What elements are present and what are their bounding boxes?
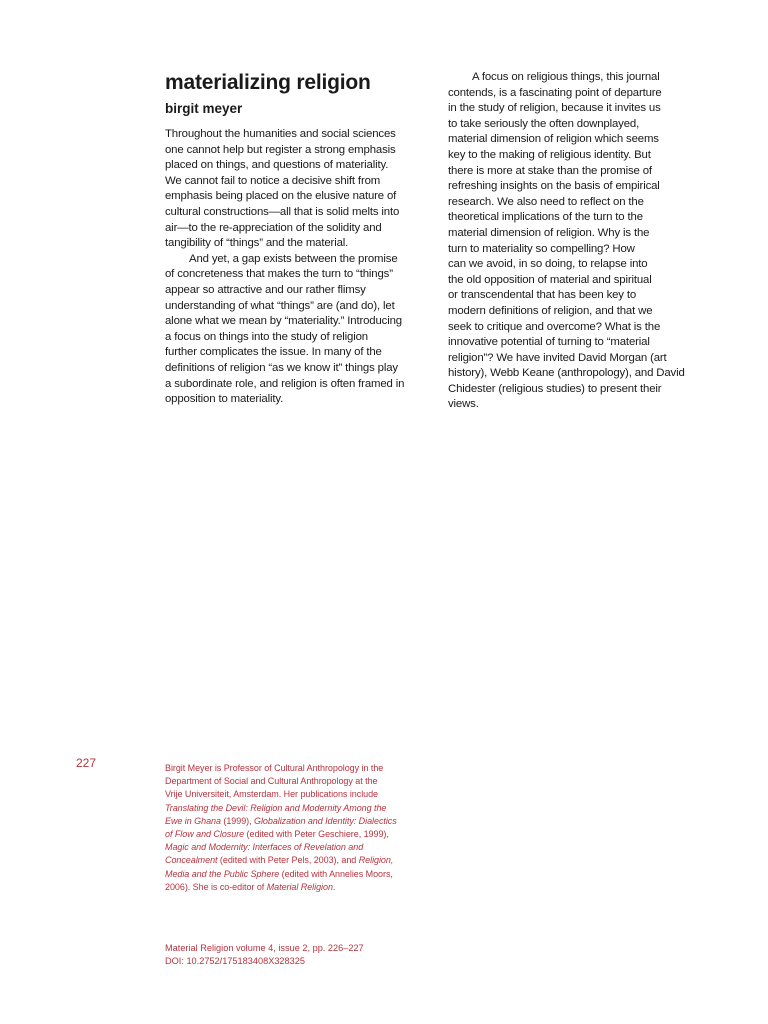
- article-author: birgit meyer: [165, 101, 243, 116]
- text-line: opposition to materiality.: [165, 393, 284, 406]
- text-line: emphasis being placed on the elusive nature of: [165, 190, 397, 203]
- text-line: modern definitions of religion, and that we: [448, 304, 653, 317]
- text-line: material dimension of religion. Why is the: [448, 226, 650, 239]
- text-line: theoretical implications of the turn to the: [448, 211, 643, 224]
- bio-line: [165, 881, 425, 894]
- bio-text: (1999),: [220, 815, 255, 826]
- text-line: definitions of religion “as we know it” things play: [165, 361, 398, 374]
- text-line: a subordinate role, and religion is often framed in: [165, 377, 405, 390]
- text-line: religion”? We have invited David Morgan (art: [448, 351, 667, 364]
- journal-doi: DOI: 10.2752/175183408X328325: [165, 955, 305, 966]
- text-line: We cannot fail to notice a decisive shift from: [165, 174, 381, 187]
- bio-line: Vrije Universiteit, Amsterdam. Her publications include: [165, 789, 379, 800]
- text-line: Throughout the humanities and social sciences: [165, 128, 396, 140]
- text-line: key to the making of religious identity. But: [448, 148, 651, 161]
- journal-info: [165, 942, 364, 967]
- bio-book-title: of Flow and Closure: [165, 829, 245, 840]
- text-line: the old opposition of material and spiritual: [448, 273, 652, 286]
- bio-line: [165, 841, 425, 854]
- bio-line: [165, 815, 425, 828]
- bio-text: (edited with Annelies Moors,: [279, 868, 393, 879]
- bio-text: 2006). She is co-editor of: [165, 881, 267, 892]
- text-line: innovative potential of turning to “material: [448, 336, 650, 349]
- bio-book-title: Ewe in Ghana: [165, 815, 221, 826]
- text-line: turn to materiality so compelling? How: [448, 242, 635, 255]
- author-bio: [165, 762, 425, 894]
- text-line: cultural constructions—all that is solid melts into: [165, 205, 400, 218]
- text-line: A focus on religious things, this journal: [472, 71, 660, 83]
- bio-text: (edited with Peter Geschiere, 1999),: [244, 829, 389, 840]
- text-line: or transcendental that has been key to: [448, 289, 637, 302]
- text-line: appear so attractive and our rather flimsy: [165, 283, 366, 296]
- text-line: tangibility of “things” and the material.: [165, 237, 349, 250]
- text-line: Chidester (religious studies) to present their: [448, 382, 662, 395]
- bio-book-title: Media and the Public Sphere: [165, 868, 280, 879]
- bio-line: [165, 828, 425, 841]
- right-column: [448, 70, 713, 413]
- text-line: views.: [448, 398, 479, 411]
- text-line: air—to the re-appreciation of the solidity and: [165, 221, 382, 234]
- text-line: And yet, a gap exists between the promise: [189, 252, 398, 265]
- text-line: there is more at stake than the promise of: [448, 164, 652, 177]
- article-title: materializing religion: [165, 71, 371, 94]
- text-line: to take seriously the often downplayed,: [448, 117, 640, 130]
- bio-book-title: Religion,: [358, 855, 394, 866]
- text-line: material dimension of religion which seems: [448, 133, 659, 146]
- bio-book-title: Concealment: [165, 855, 218, 866]
- text-line: seek to critique and overcome? What is the: [448, 320, 661, 333]
- bio-book-title: Globalization and Identity: Dialectics: [254, 815, 397, 826]
- text-line: can we avoid, in so doing, to relapse into: [448, 258, 648, 271]
- page-number: 227: [76, 756, 97, 770]
- text-line: refreshing insights on the basis of empirical: [448, 180, 660, 193]
- journal-citation: Material Religion volume 4, issue 2, pp. 226–227: [165, 943, 364, 953]
- bio-line: Department of Social and Cultural Anthropology at the: [165, 776, 378, 787]
- right-paragraph-1: [448, 70, 713, 413]
- text-line: alone what we mean by “materiality.” Introducing: [165, 315, 402, 328]
- text-line: a focus on things into the study of religion: [165, 330, 368, 343]
- left-paragraph-1: [165, 127, 437, 252]
- text-line: further complicates the issue. In many of the: [165, 346, 382, 359]
- text-line: understanding of what “things” are (and do), let: [165, 299, 395, 312]
- text-line: research. We also need to reflect on the: [448, 195, 644, 208]
- bio-line: [165, 868, 425, 881]
- bio-journal-title: Material Religion: [266, 881, 333, 892]
- left-paragraph-2: [165, 252, 437, 408]
- bio-line: Birgit Meyer is Professor of Cultural Anthropology in the: [165, 763, 384, 773]
- text-line: history), Webb Keane (anthropology), and David: [448, 367, 685, 380]
- bio-text: (edited with Peter Pels, 2003), and: [217, 855, 359, 866]
- text-line: one cannot help but register a strong emphasis: [165, 143, 396, 156]
- text-line: of concreteness that makes the turn to “things”: [165, 268, 393, 281]
- bio-line: [165, 802, 425, 815]
- text-line: contends, is a fascinating point of departure: [448, 86, 662, 99]
- left-column: [165, 127, 437, 408]
- bio-book-title: Magic and Modernity: Interfaces of Revelation and: [165, 842, 364, 853]
- text-line: placed on things, and questions of materiality.: [165, 159, 389, 172]
- text-line: in the study of religion, because it invites us: [448, 102, 661, 115]
- bio-line: [165, 854, 425, 867]
- bio-book-title: Translating the Devil: Religion and Modernity Among the: [165, 802, 387, 813]
- bio-text: .: [332, 881, 336, 892]
